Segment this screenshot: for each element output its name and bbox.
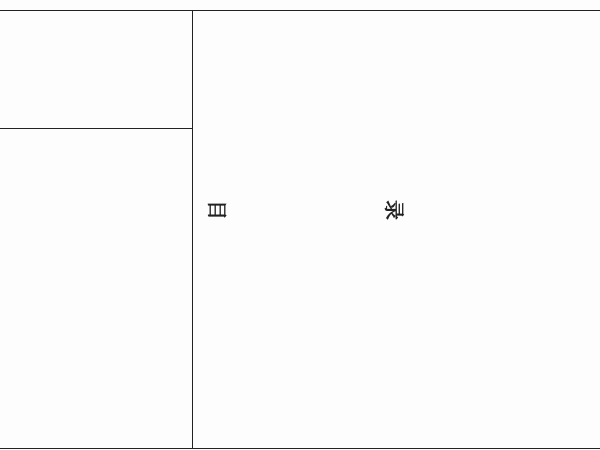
divider-toc-cover: [192, 10, 193, 448]
page-right-border: [0, 448, 600, 449]
toc-heading-mu: 目: [205, 200, 229, 220]
toc-heading-lu: 录: [382, 200, 406, 220]
page-inner-border: [193, 10, 600, 11]
page-left-border: [0, 10, 193, 11]
divider-staff-info: [0, 128, 193, 129]
